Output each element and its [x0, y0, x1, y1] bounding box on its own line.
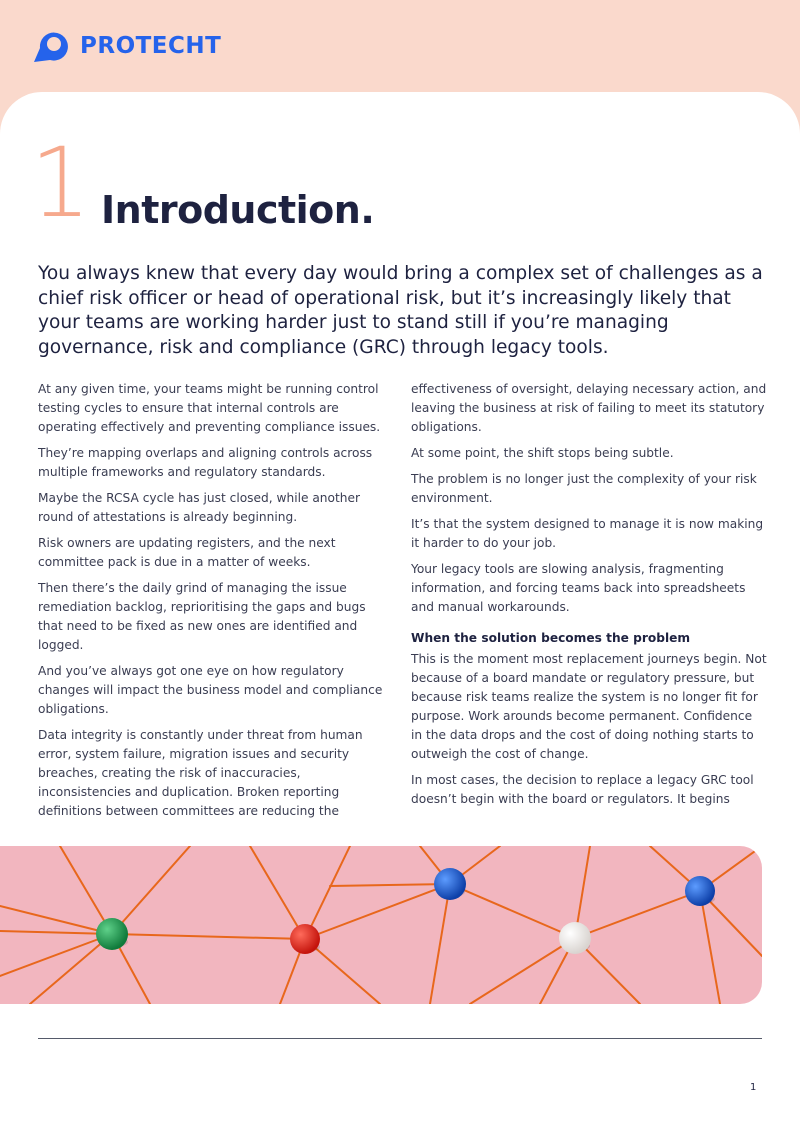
protecht-logo-icon — [26, 28, 74, 64]
footer-divider — [38, 1038, 762, 1039]
body-paragraph: Then there’s the daily grind of managing the issue remediation backlog, reprioritising the gaps and bugs that need to be fixed as new ones are identified and logged. — [38, 581, 366, 652]
left-column — [38, 380, 390, 828]
body-paragraph: Maybe the RCSA cycle has just closed, while another round of attestations is already beginning. — [38, 491, 360, 524]
body-paragraph: At any given time, your teams might be running control testing cycles to ensure that internal controls are operating effectively and preventing compliance issues. — [38, 382, 381, 434]
right-column — [411, 380, 767, 816]
pins-and-string-illustration — [0, 846, 762, 1004]
chapter-title: Introduction. — [101, 188, 375, 232]
body-paragraph: The problem is no longer just the complexity of your risk environment. — [411, 472, 757, 505]
body-paragraph: This is the moment most replacement journeys begin. Not because of a board mandate or regulatory pressure, but because risk teams realize the system is no longer fit for purpose. Work arounds become permanent. Confidence in the data drops and the cost of doing nothing starts to outweigh the cost of change. — [411, 652, 767, 761]
brand-name: PROTECHT — [80, 33, 222, 59]
body-paragraph: And you’ve always got one eye on how regulatory changes will impact the business model and compliance obligations. — [38, 664, 383, 716]
body-paragraph: It’s that the system designed to manage it is now making it harder to do your job. — [411, 517, 764, 550]
body-paragraph: Data integrity is constantly under threat from human error, system failure, migration issues and security breaches, creating the risk of inaccuracies, inconsistencies and duplication. Broken reporting definitions between committees are reducing the — [38, 728, 363, 818]
body-paragraph: They’re mapping overlaps and aligning controls across multiple frameworks and regulatory standards. — [38, 446, 373, 479]
chapter-number: 1 — [30, 127, 92, 239]
lead-paragraph: You always knew that every day would bring a complex set of challenges as a chief risk officer or head of operational risk, but it’s increasingly likely that your teams are working harder just to stand still if you’re managing governance, risk and compliance (GRC) through legacy tools. — [38, 263, 763, 358]
page-number: 1 — [750, 1082, 757, 1093]
network-pins-image — [0, 846, 762, 1004]
body-paragraph: effectiveness of oversight, delaying necessary action, and leaving the business at risk of failing to meet its statutory obligations. — [411, 382, 767, 434]
body-paragraph: At some point, the shift stops being subtle. — [411, 446, 674, 460]
body-paragraph: Your legacy tools are slowing analysis, fragmenting information, and forcing teams back into spreadsheets and manual workarounds. — [411, 562, 746, 614]
page-header — [0, 0, 800, 92]
section-subheading: When the solution becomes the problem — [411, 631, 691, 645]
body-paragraph: In most cases, the decision to replace a legacy GRC tool doesn’t begin with the board or regulators. It begins — [411, 773, 754, 806]
brand-logo[interactable] — [26, 28, 221, 64]
body-paragraph: Risk owners are updating registers, and the next committee pack is due in a matter of weeks. — [38, 536, 336, 569]
